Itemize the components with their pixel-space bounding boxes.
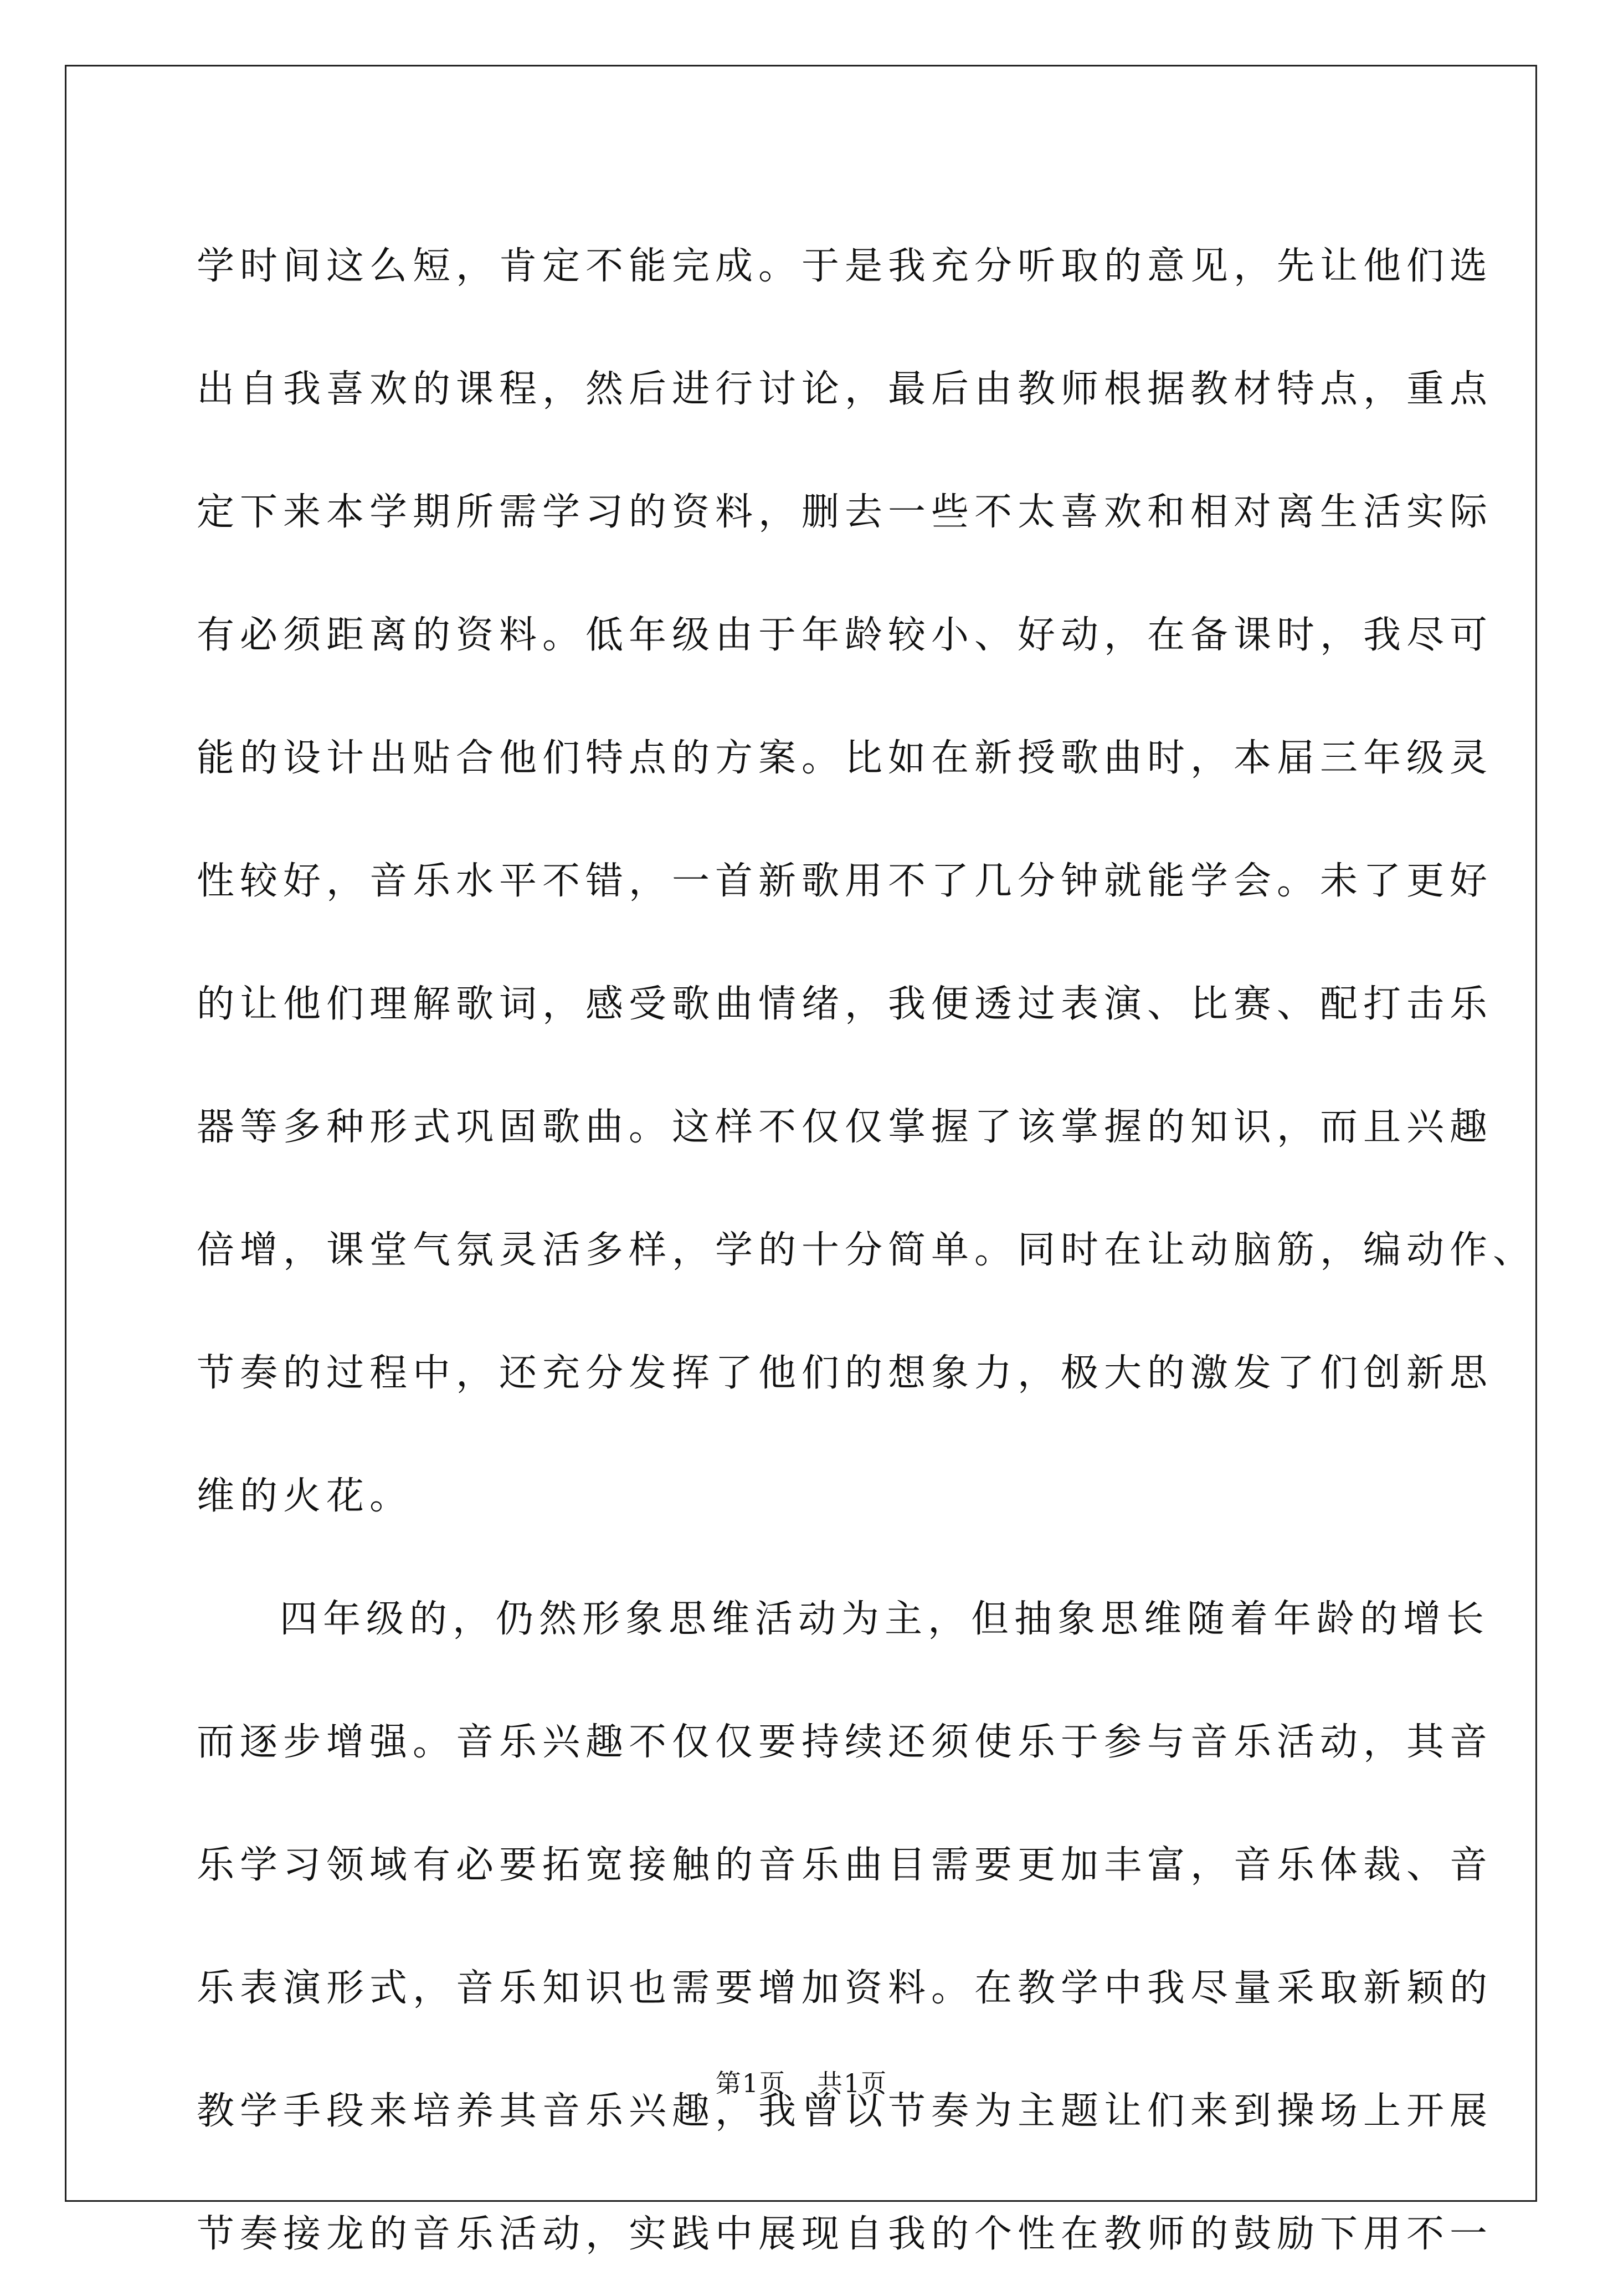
text-line: 能的设计出贴合他们特点的方案。比如在新授歌曲时，本届三年级灵 <box>197 736 1493 780</box>
text-line: 而逐步增强。音乐兴趣不仅仅要持续还须使乐于参与音乐活动，其音 <box>197 1720 1493 1764</box>
text-line: 倍增，课堂气氛灵活多样，学的十分简单。同时在让动脑筋，编动作、 <box>197 1228 1537 1272</box>
text-line: 乐表演形式，音乐知识也需要增加资料。在教学中我尽量采取新颖的 <box>197 1966 1493 2010</box>
page-footer <box>0 2067 1603 2100</box>
text-line: 教学手段来培养其音乐兴趣，我曾以节奏为主题让们来到操场上开展 <box>197 2089 1493 2133</box>
text-line: 学时间这么短，肯定不能完成。于是我充分听取的意见，先让他们选 <box>197 244 1493 288</box>
text-line: 性较好，音乐水平不错，一首新歌用不了几分钟就能学会。未了更好 <box>197 859 1493 903</box>
page-number-current: 第1页 <box>715 2068 786 2098</box>
text-line: 维的火花。 <box>197 1474 413 1518</box>
text-line: 节奏的过程中，还充分发挥了他们的想象力，极大的激发了们创新思 <box>197 1351 1493 1395</box>
text-line: 的让他们理解歌词，感受歌曲情绪，我便透过表演、比赛、配打击乐 <box>197 982 1493 1026</box>
text-line: 器等多种形式巩固歌曲。这样不仅仅掌握了该掌握的知识，而且兴趣 <box>197 1105 1493 1149</box>
text-line: 节奏接龙的音乐活动，实践中展现自我的个性在教师的鼓励下用不一 <box>197 2212 1493 2256</box>
document-body <box>197 205 1537 2296</box>
text-line: 定下来本学期所需学习的资料，删去一些不太喜欢和相对离生活实际 <box>197 490 1493 534</box>
paragraph-first-line: 四年级的，仍然形象思维活动为主，但抽象思维随着年龄的增长 <box>280 1597 1490 1641</box>
text-line: 出自我喜欢的课程，然后进行讨论，最后由教师根据教材特点，重点 <box>197 367 1493 411</box>
page-number-total: 共1页 <box>817 2068 888 2098</box>
text-line: 乐学习领域有必要拓宽接触的音乐曲目需要更加丰富，音乐体裁、音 <box>197 1843 1493 1887</box>
text-line: 有必须距离的资料。低年级由于年龄较小、好动，在备课时，我尽可 <box>197 613 1493 657</box>
